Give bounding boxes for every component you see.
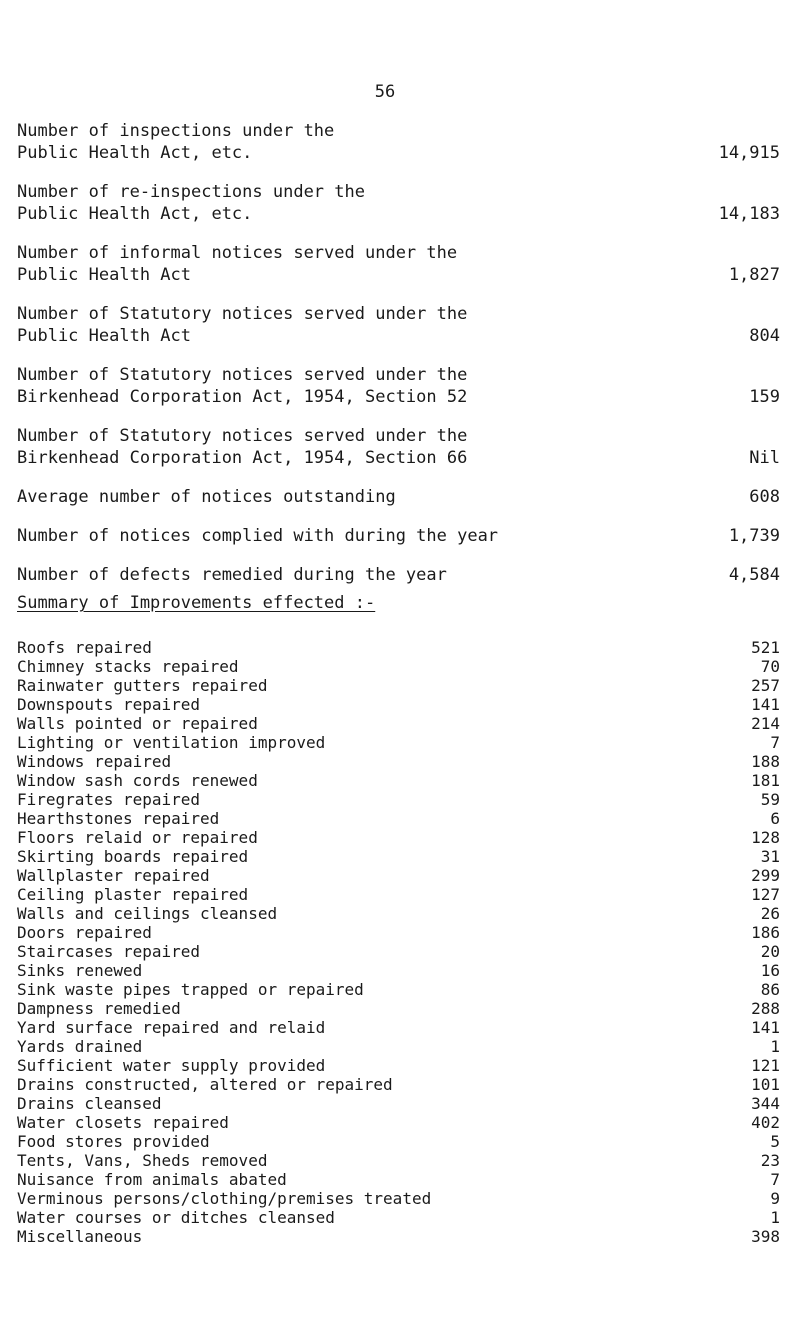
improvement-row bbox=[17, 695, 780, 714]
improvement-value: 214 bbox=[751, 714, 780, 733]
improvement-value: 121 bbox=[751, 1056, 780, 1075]
improvement-row bbox=[17, 1170, 780, 1189]
statistic-value: 14,915 bbox=[718, 143, 780, 163]
improvement-value: 70 bbox=[760, 657, 780, 676]
statistic-value: 159 bbox=[749, 387, 780, 407]
improvement-value: 398 bbox=[751, 1227, 780, 1246]
improvement-row bbox=[17, 904, 780, 923]
statistic-label-line: Public Health Act, etc. bbox=[17, 143, 253, 163]
improvement-row bbox=[17, 866, 780, 885]
improvement-label: Doors repaired bbox=[17, 923, 152, 942]
improvement-row bbox=[17, 1094, 780, 1113]
improvement-value: 1 bbox=[770, 1037, 780, 1056]
improvement-row bbox=[17, 1056, 780, 1075]
improvement-row bbox=[17, 638, 780, 657]
improvement-row bbox=[17, 1208, 780, 1227]
improvement-label: Food stores provided bbox=[17, 1132, 210, 1151]
statistic-value: 4,584 bbox=[728, 565, 780, 585]
statistic-label-line: Number of re-inspections under the bbox=[17, 182, 365, 202]
statistics-list bbox=[17, 120, 780, 603]
improvement-row bbox=[17, 790, 780, 809]
improvement-label: Miscellaneous bbox=[17, 1227, 143, 1246]
improvement-value: 186 bbox=[751, 923, 780, 942]
statistic-value: 14,183 bbox=[718, 204, 780, 224]
statistic-label-line: Public Health Act bbox=[17, 265, 191, 285]
improvement-label: Firegrates repaired bbox=[17, 790, 201, 809]
improvement-label: Drains cleansed bbox=[17, 1094, 162, 1113]
improvement-value: 101 bbox=[751, 1075, 780, 1094]
improvement-label: Floors relaid or repaired bbox=[17, 828, 258, 847]
improvement-value: 6 bbox=[770, 809, 780, 828]
statistic-label-line: Public Health Act, etc. bbox=[17, 204, 253, 224]
improvement-row bbox=[17, 942, 780, 961]
statistic-label-line: Birkenhead Corporation Act, 1954, Section 52 bbox=[17, 387, 468, 407]
improvement-value: 521 bbox=[751, 638, 780, 657]
improvement-label: Water courses or ditches cleansed bbox=[17, 1208, 335, 1227]
improvement-value: 59 bbox=[760, 790, 780, 809]
improvement-value: 7 bbox=[770, 733, 780, 752]
improvement-label: Water closets repaired bbox=[17, 1113, 229, 1132]
improvement-row bbox=[17, 1037, 780, 1056]
improvement-row bbox=[17, 1018, 780, 1037]
improvement-value: 181 bbox=[751, 771, 780, 790]
statistic-value: 608 bbox=[749, 487, 780, 507]
improvement-row bbox=[17, 771, 780, 790]
improvement-value: 26 bbox=[760, 904, 780, 923]
improvement-row bbox=[17, 828, 780, 847]
improvement-label: Windows repaired bbox=[17, 752, 172, 771]
statistic-label-line: Number of inspections under the bbox=[17, 121, 335, 141]
improvement-value: 344 bbox=[751, 1094, 780, 1113]
improvement-label: Hearthstones repaired bbox=[17, 809, 220, 828]
statistic-entry bbox=[17, 564, 780, 586]
statistic-label-line: Number of Statutory notices served under the bbox=[17, 304, 468, 324]
improvement-value: 20 bbox=[760, 942, 780, 961]
statistic-entry bbox=[17, 242, 780, 286]
statistic-value: 1,827 bbox=[728, 265, 780, 285]
improvement-value: 299 bbox=[751, 866, 780, 885]
improvement-label: Sink waste pipes trapped or repaired bbox=[17, 980, 364, 999]
statistic-label-line: Number of informal notices served under the bbox=[17, 243, 458, 263]
improvement-row bbox=[17, 847, 780, 866]
improvement-row bbox=[17, 1151, 780, 1170]
improvement-label: Downspouts repaired bbox=[17, 695, 201, 714]
improvement-label: Sinks renewed bbox=[17, 961, 143, 980]
improvement-row bbox=[17, 1113, 780, 1132]
improvement-row bbox=[17, 885, 780, 904]
improvement-label: Verminous persons/clothing/premises treated bbox=[17, 1189, 432, 1208]
improvement-label: Tents, Vans, Sheds removed bbox=[17, 1151, 268, 1170]
improvement-value: 7 bbox=[770, 1170, 780, 1189]
statistic-entry bbox=[17, 525, 780, 547]
statistic-label-line: Average number of notices outstanding bbox=[17, 487, 396, 507]
improvement-value: 288 bbox=[751, 999, 780, 1018]
improvement-row bbox=[17, 923, 780, 942]
improvement-value: 141 bbox=[751, 1018, 780, 1037]
statistic-value: Nil bbox=[749, 448, 780, 468]
improvement-row bbox=[17, 980, 780, 999]
improvement-row bbox=[17, 657, 780, 676]
improvement-label: Sufficient water supply provided bbox=[17, 1056, 326, 1075]
improvement-row bbox=[17, 961, 780, 980]
statistic-label-line: Public Health Act bbox=[17, 326, 191, 346]
improvement-value: 188 bbox=[751, 752, 780, 771]
improvement-label: Wallplaster repaired bbox=[17, 866, 210, 885]
improvement-row bbox=[17, 1227, 780, 1246]
improvement-value: 23 bbox=[760, 1151, 780, 1170]
improvement-label: Window sash cords renewed bbox=[17, 771, 258, 790]
statistic-entry bbox=[17, 425, 780, 469]
improvement-label: Staircases repaired bbox=[17, 942, 201, 961]
improvement-value: 127 bbox=[751, 885, 780, 904]
improvement-value: 16 bbox=[760, 961, 780, 980]
statistic-value: 1,739 bbox=[728, 526, 780, 546]
improvement-row bbox=[17, 676, 780, 695]
page-number: 56 bbox=[374, 82, 396, 102]
statistic-entry bbox=[17, 364, 780, 408]
improvement-row bbox=[17, 1189, 780, 1208]
improvement-row bbox=[17, 752, 780, 771]
improvement-value: 128 bbox=[751, 828, 780, 847]
statistic-label-line: Number of notices complied with during the year bbox=[17, 526, 499, 546]
improvement-value: 1 bbox=[770, 1208, 780, 1227]
improvement-label: Walls and ceilings cleansed bbox=[17, 904, 278, 923]
statistic-entry bbox=[17, 486, 780, 508]
statistic-label-line: Number of defects remedied during the year bbox=[17, 565, 447, 585]
improvement-label: Lighting or ventilation improved bbox=[17, 733, 326, 752]
improvement-label: Skirting boards repaired bbox=[17, 847, 249, 866]
improvement-row bbox=[17, 1075, 780, 1094]
improvements-list bbox=[17, 638, 780, 1246]
improvement-label: Yards drained bbox=[17, 1037, 143, 1056]
statistic-label-line: Number of Statutory notices served under the bbox=[17, 365, 468, 385]
improvement-label: Roofs repaired bbox=[17, 638, 152, 657]
statistic-value: 804 bbox=[749, 326, 780, 346]
improvement-label: Ceiling plaster repaired bbox=[17, 885, 249, 904]
improvement-value: 86 bbox=[760, 980, 780, 999]
improvement-row bbox=[17, 714, 780, 733]
improvement-label: Nuisance from animals abated bbox=[17, 1170, 287, 1189]
statistic-entry bbox=[17, 120, 780, 164]
improvement-label: Chimney stacks repaired bbox=[17, 657, 239, 676]
improvement-value: 5 bbox=[770, 1132, 780, 1151]
improvement-row bbox=[17, 1132, 780, 1151]
statistic-entry bbox=[17, 181, 780, 225]
statistic-entry bbox=[17, 303, 780, 347]
improvement-label: Dampness remedied bbox=[17, 999, 181, 1018]
improvement-value: 9 bbox=[770, 1189, 780, 1208]
summary-heading: Summary of Improvements effected :- bbox=[17, 593, 376, 613]
improvement-value: 141 bbox=[751, 695, 780, 714]
statistic-label-line: Birkenhead Corporation Act, 1954, Section 66 bbox=[17, 448, 468, 468]
statistic-label-line: Number of Statutory notices served under the bbox=[17, 426, 468, 446]
improvement-value: 31 bbox=[760, 847, 780, 866]
improvement-value: 257 bbox=[751, 676, 780, 695]
improvement-row bbox=[17, 733, 780, 752]
improvement-label: Rainwater gutters repaired bbox=[17, 676, 268, 695]
improvement-label: Walls pointed or repaired bbox=[17, 714, 258, 733]
improvement-label: Yard surface repaired and relaid bbox=[17, 1018, 326, 1037]
improvement-row bbox=[17, 999, 780, 1018]
improvement-label: Drains constructed, altered or repaired bbox=[17, 1075, 393, 1094]
improvement-value: 402 bbox=[751, 1113, 780, 1132]
improvement-row bbox=[17, 809, 780, 828]
